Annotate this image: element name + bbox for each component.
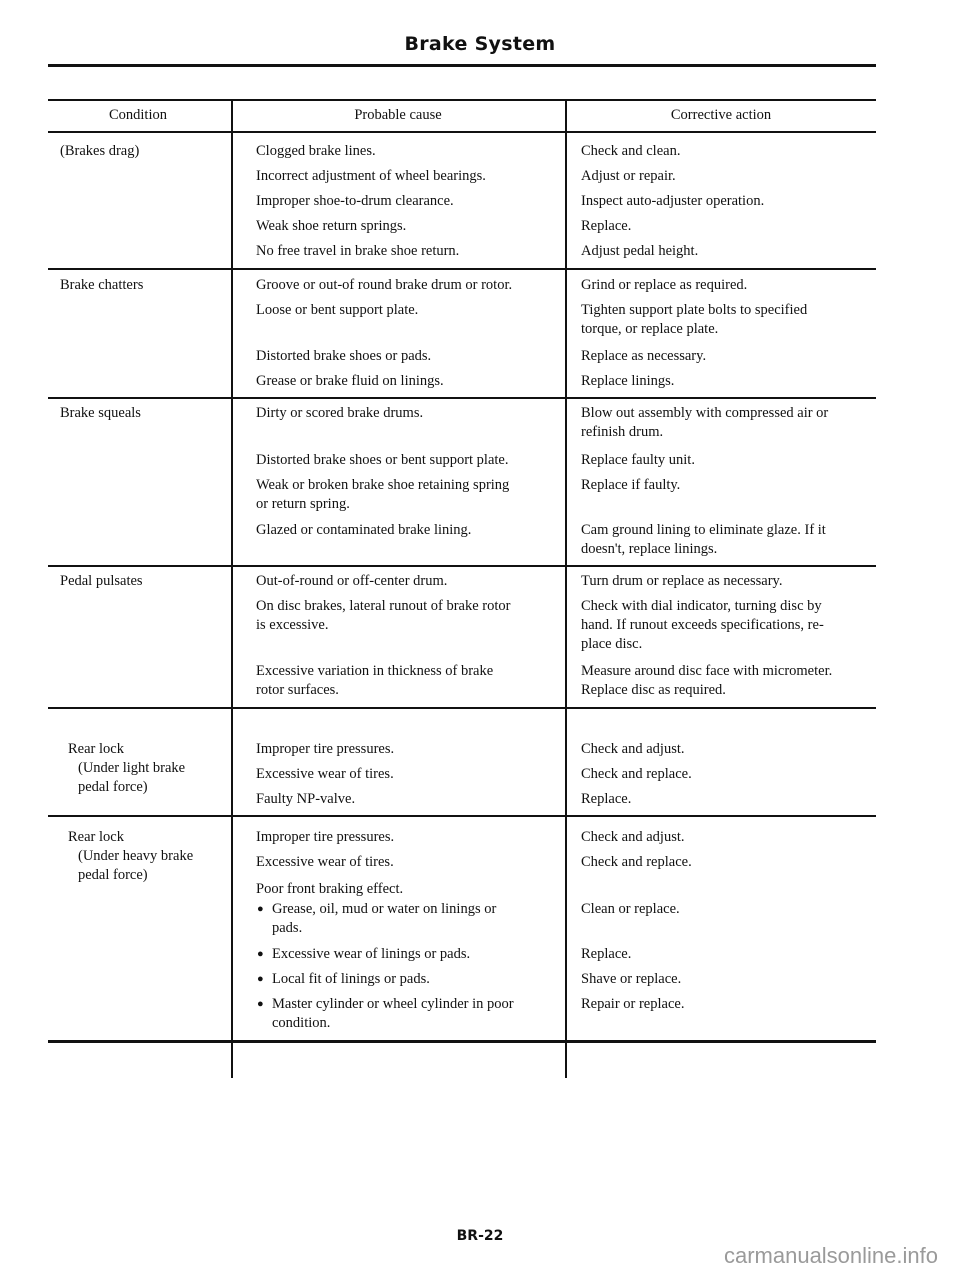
cause: Weak or broken brake shoe retaining spring [256, 477, 510, 493]
bullet: ● [257, 998, 264, 1010]
action: Replace. [581, 218, 632, 234]
title-rule [48, 64, 876, 67]
cause: Glazed or contaminated brake lining. [256, 522, 472, 538]
action: Repair or replace. [581, 996, 685, 1012]
cause: Clogged brake lines. [256, 143, 376, 159]
action: Replace. [581, 791, 632, 807]
condition-detail: pedal force) [78, 779, 148, 795]
cause: Distorted brake shoes or bent support plate. [256, 452, 509, 468]
action: Replace if faulty. [581, 477, 681, 493]
condition-detail: (Under heavy brake [78, 848, 194, 864]
cause: Excessive variation in thickness of brake [256, 663, 494, 679]
page-title: Brake System [404, 33, 556, 55]
condition-brakes-drag: (Brakes drag) [60, 143, 140, 159]
action: Replace as necessary. [581, 348, 707, 364]
header-rule [48, 131, 876, 133]
action: Measure around disc face with micrometer. [581, 663, 833, 679]
cause: condition. [272, 1015, 331, 1031]
cause: Improper tire pressures. [256, 741, 395, 757]
condition-detail: (Under light brake [78, 760, 186, 776]
bullet: ● [257, 973, 264, 985]
action: Adjust pedal height. [581, 243, 699, 259]
action: hand. If runout exceeds specifications, re- [581, 617, 824, 633]
group-rule [48, 268, 876, 270]
action: Replace linings. [581, 373, 675, 389]
condition-brake-squeals: Brake squeals [60, 405, 141, 421]
cause: Master cylinder or wheel cylinder in poor [272, 996, 514, 1012]
cause: On disc brakes, lateral runout of brake rotor [256, 598, 511, 614]
group-rule [48, 815, 876, 817]
cause: Improper shoe-to-drum clearance. [256, 193, 454, 209]
group-rule [48, 397, 876, 399]
header-cause: Probable cause [354, 107, 442, 123]
column-divider [231, 100, 233, 1078]
cause: Groove or out-of round brake drum or rotor. [256, 277, 513, 293]
bullet: ● [257, 903, 264, 915]
cause: Dirty or scored brake drums. [256, 405, 424, 421]
cause: Poor front braking effect. [256, 881, 404, 897]
watermark: carmanualsonline.info [723, 1243, 938, 1268]
condition-pedal-pulsates: Pedal pulsates [60, 573, 143, 589]
action: Check with dial indicator, turning disc by [581, 598, 822, 614]
cause: is excessive. [256, 617, 329, 633]
action: refinish drum. [581, 424, 664, 440]
cause: Excessive wear of linings or pads. [272, 946, 471, 962]
action: Inspect auto-adjuster operation. [581, 193, 765, 209]
condition-brake-chatters: Brake chatters [60, 277, 144, 293]
cause: Weak shoe return springs. [256, 218, 407, 234]
cause: Excessive wear of tires. [256, 854, 394, 870]
cause: rotor surfaces. [256, 682, 339, 698]
action: Shave or replace. [581, 971, 682, 987]
action: Clean or replace. [581, 901, 680, 917]
action: Turn drum or replace as necessary. [581, 573, 783, 589]
bullet: ● [257, 948, 264, 960]
header-action: Corrective action [670, 107, 772, 123]
cause: pads. [272, 920, 303, 936]
action: doesn't, replace linings. [581, 541, 718, 557]
header-condition: Condition [108, 107, 167, 123]
condition-detail: pedal force) [78, 867, 148, 883]
cause: Local fit of linings or pads. [272, 971, 430, 987]
condition-rear-lock-light: Rear lock [68, 741, 124, 757]
cause: Grease, oil, mud or water on linings or [272, 901, 497, 917]
action: Check and replace. [581, 854, 692, 870]
action: Check and adjust. [581, 741, 685, 757]
action: Adjust or repair. [581, 168, 676, 184]
action: Replace. [581, 946, 632, 962]
cause: Out-of-round or off-center drum. [256, 573, 448, 589]
cause: Distorted brake shoes or pads. [256, 348, 432, 364]
action: Blow out assembly with compressed air or [581, 405, 829, 421]
group-rule [48, 565, 876, 567]
action: Grind or replace as required. [581, 277, 748, 293]
action: torque, or replace plate. [581, 321, 719, 337]
cause: Excessive wear of tires. [256, 766, 394, 782]
group-rule [48, 707, 876, 709]
action: Replace faulty unit. [581, 452, 695, 468]
table-top-rule [48, 99, 876, 101]
action: Tighten support plate bolts to specified [581, 302, 808, 318]
action: Check and replace. [581, 766, 692, 782]
action: Cam ground lining to eliminate glaze. If it [581, 522, 826, 538]
action: Replace disc as required. [581, 682, 726, 698]
cause: Improper tire pressures. [256, 829, 395, 845]
column-divider [565, 100, 567, 1078]
cause: Grease or brake fluid on linings. [256, 373, 444, 389]
page-number: BR-22 [456, 1228, 504, 1244]
action: Check and adjust. [581, 829, 685, 845]
cause: Incorrect adjustment of wheel bearings. [256, 168, 486, 184]
action: Check and clean. [581, 143, 681, 159]
cause: Loose or bent support plate. [256, 302, 419, 318]
cause: No free travel in brake shoe return. [256, 243, 460, 259]
action: place disc. [581, 636, 643, 652]
cause: Faulty NP-valve. [256, 791, 356, 807]
condition-rear-lock-heavy: Rear lock [68, 829, 124, 845]
table-bottom-rule [48, 1040, 876, 1043]
cause: or return spring. [256, 496, 350, 512]
